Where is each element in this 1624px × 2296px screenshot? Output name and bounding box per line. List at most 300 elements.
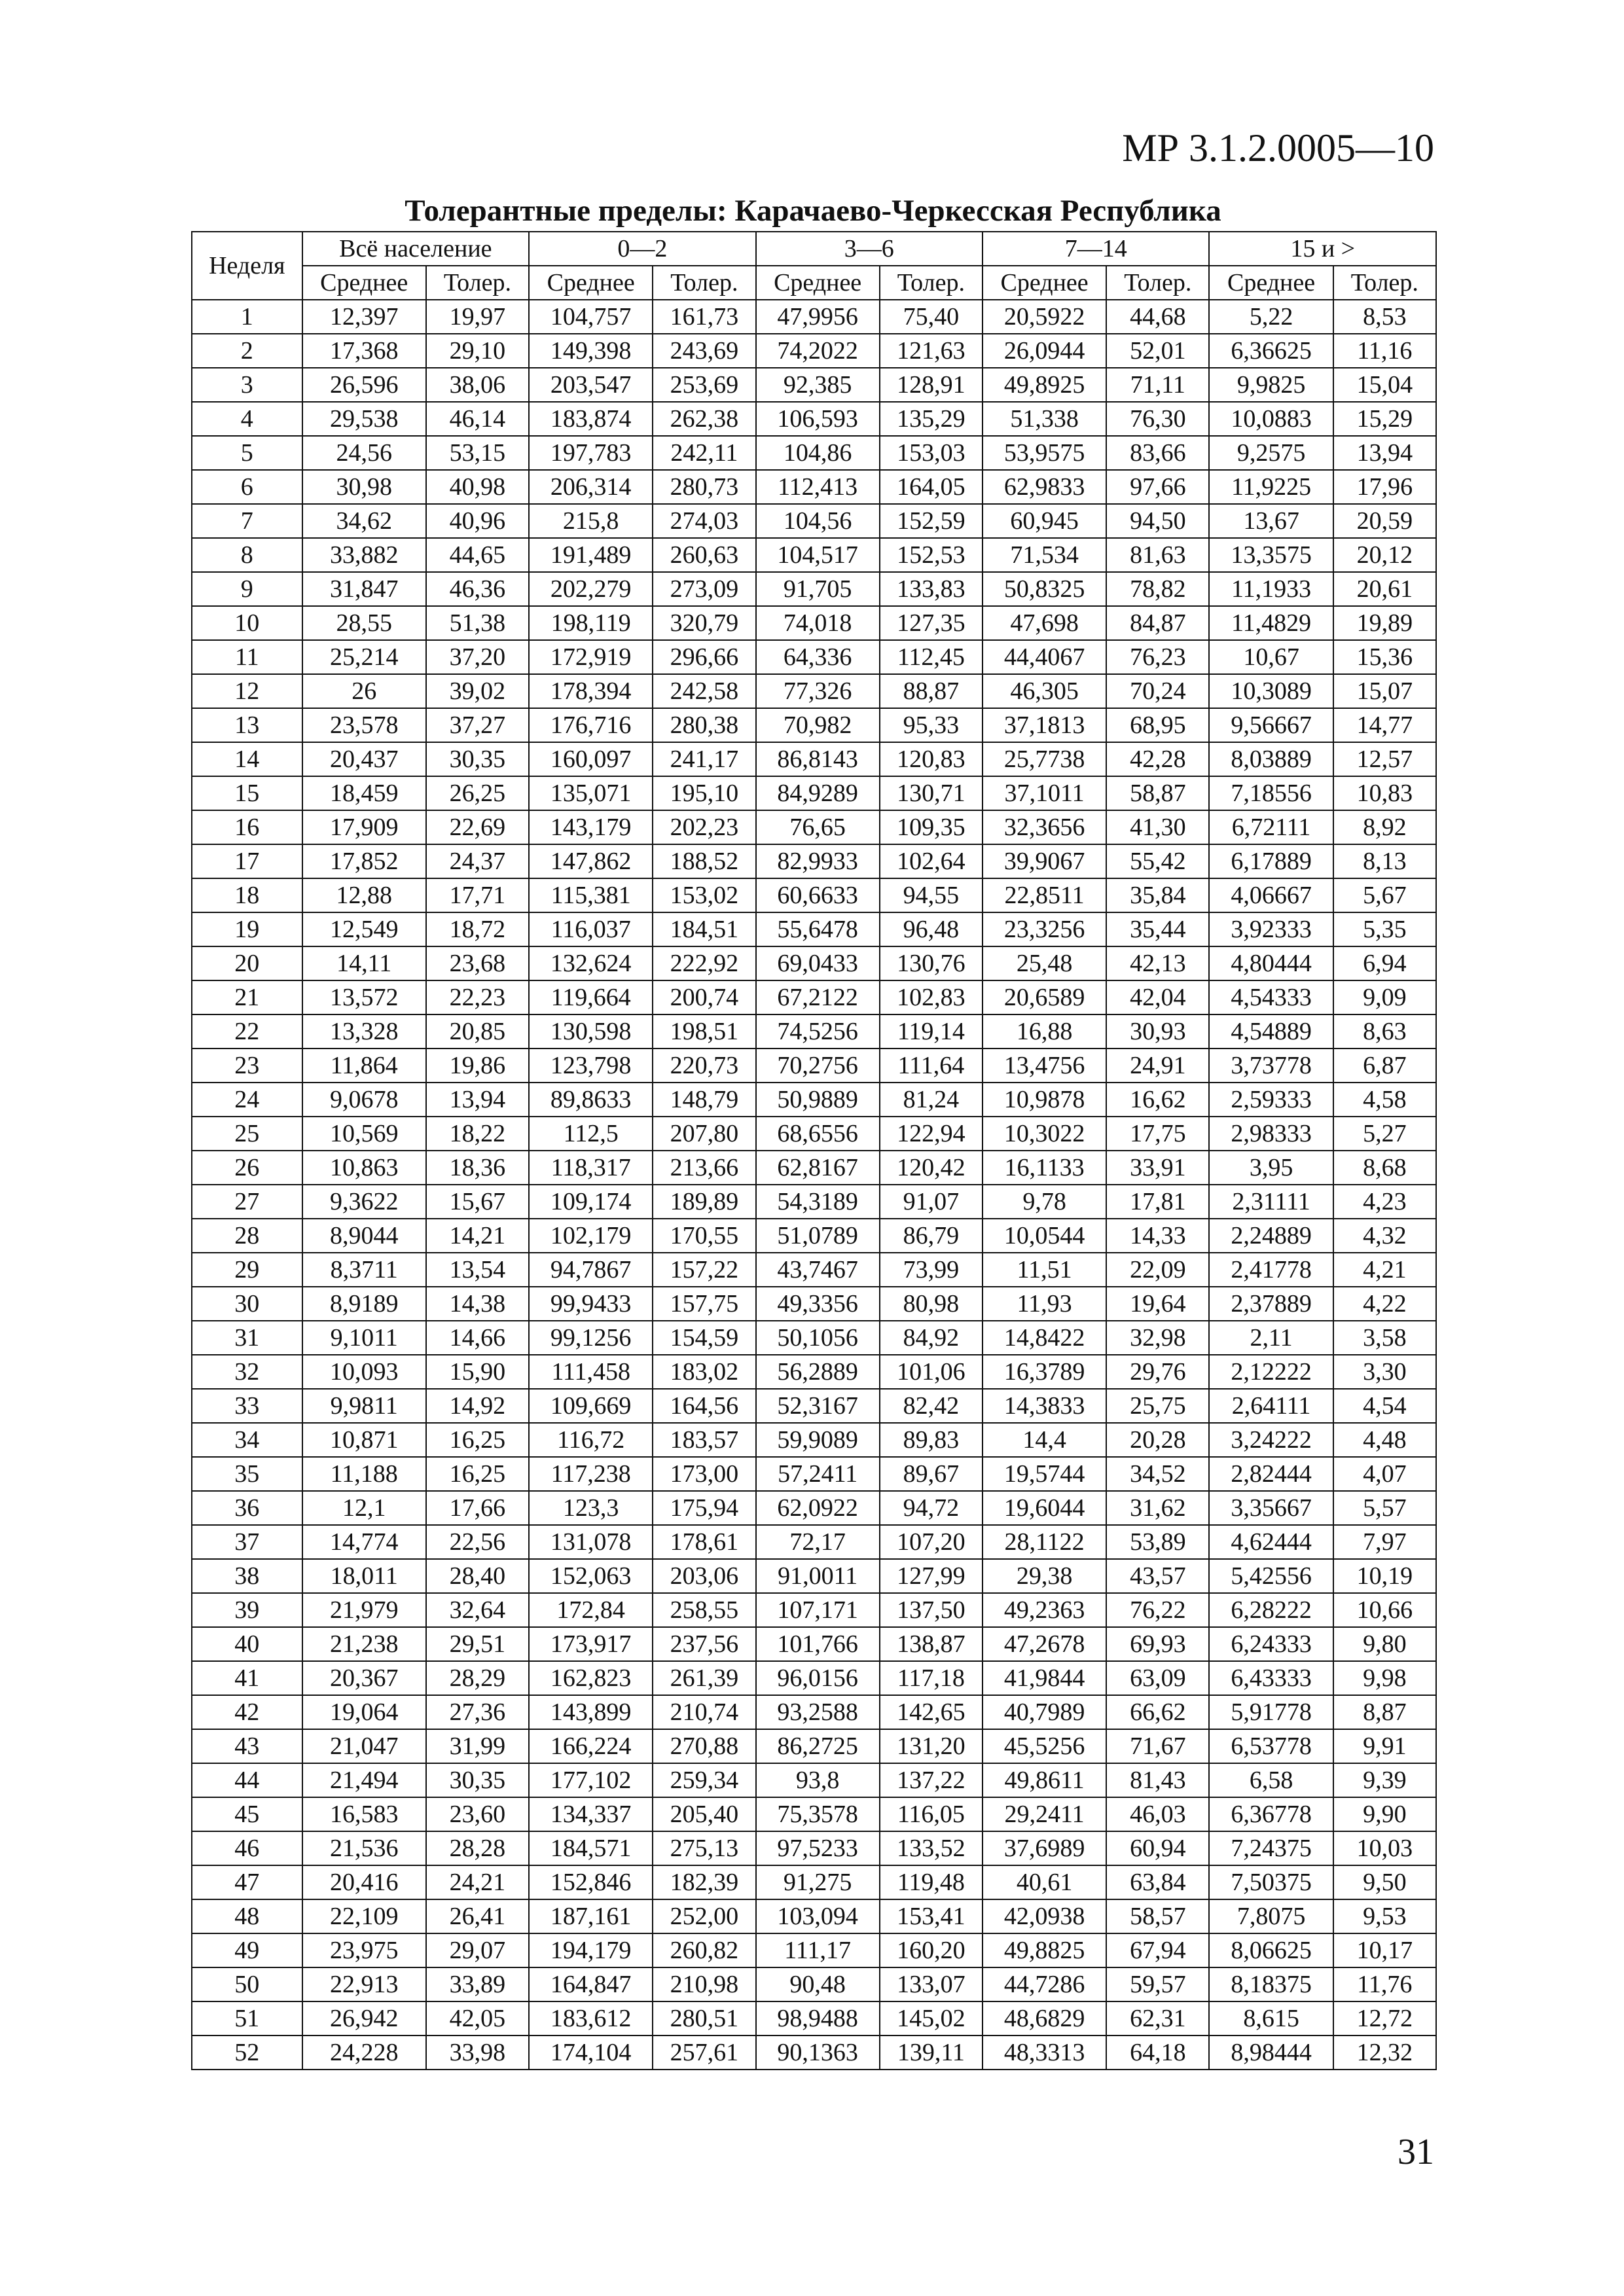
cell-all-mean: 33,882: [302, 538, 426, 572]
cell-age-0-2-mean: 147,862: [529, 844, 653, 878]
cell-age-0-2-mean: 206,314: [529, 470, 653, 504]
sub-header-tolerance: Толер.: [653, 266, 755, 300]
cell-age-0-2-tolerance: 164,56: [653, 1389, 755, 1423]
cell-age-0-2-tolerance: 220,73: [653, 1049, 755, 1083]
cell-week: 46: [192, 1831, 302, 1865]
cell-age-0-2-tolerance: 210,74: [653, 1695, 755, 1729]
sub-header-mean: Среднее: [983, 266, 1106, 300]
cell-age-3-6-mean: 62,8167: [756, 1151, 880, 1185]
cell-age-7-14-mean: 32,3656: [983, 810, 1106, 844]
cell-age-3-6-mean: 74,018: [756, 606, 880, 640]
cell-week: 26: [192, 1151, 302, 1185]
cell-age-3-6-tolerance: 88,87: [880, 674, 983, 708]
cell-week: 42: [192, 1695, 302, 1729]
sub-header-mean: Среднее: [529, 266, 653, 300]
cell-age-3-6-mean: 112,413: [756, 470, 880, 504]
table-row: [192, 572, 1436, 606]
cell-age-7-14-tolerance: 97,66: [1106, 470, 1209, 504]
cell-age-0-2-mean: 202,279: [529, 572, 653, 606]
cell-all-mean: 10,569: [302, 1117, 426, 1151]
cell-age-7-14-tolerance: 24,91: [1106, 1049, 1209, 1083]
cell-all-tolerance: 33,98: [426, 2036, 529, 2070]
cell-age-3-6-tolerance: 137,22: [880, 1763, 983, 1797]
cell-age-7-14-mean: 40,61: [983, 1865, 1106, 1899]
sub-header-tolerance: Толер.: [426, 266, 529, 300]
cell-all-mean: 12,549: [302, 912, 426, 946]
cell-age-7-14-mean: 37,1011: [983, 776, 1106, 810]
cell-age-0-2-tolerance: 175,94: [653, 1491, 755, 1525]
cell-age-15-plus-tolerance: 8,68: [1333, 1151, 1436, 1185]
cell-week: 14: [192, 742, 302, 776]
cell-week: 1: [192, 300, 302, 334]
cell-age-7-14-mean: 22,8511: [983, 878, 1106, 912]
cell-age-7-14-tolerance: 81,63: [1106, 538, 1209, 572]
cell-age-15-plus-mean: 4,06667: [1209, 878, 1333, 912]
cell-all-tolerance: 38,06: [426, 368, 529, 402]
cell-age-3-6-mean: 50,9889: [756, 1083, 880, 1117]
cell-all-tolerance: 14,92: [426, 1389, 529, 1423]
cell-all-mean: 26,942: [302, 2001, 426, 2036]
cell-age-0-2-tolerance: 280,73: [653, 470, 755, 504]
cell-age-15-plus-mean: 8,03889: [1209, 742, 1333, 776]
cell-age-0-2-tolerance: 270,88: [653, 1729, 755, 1763]
cell-age-15-plus-mean: 6,24333: [1209, 1627, 1333, 1661]
cell-age-3-6-mean: 96,0156: [756, 1661, 880, 1695]
cell-all-tolerance: 27,36: [426, 1695, 529, 1729]
cell-age-7-14-mean: 11,93: [983, 1287, 1106, 1321]
cell-age-7-14-tolerance: 29,76: [1106, 1355, 1209, 1389]
cell-age-0-2-tolerance: 260,82: [653, 1933, 755, 1967]
cell-age-15-plus-mean: 3,24222: [1209, 1423, 1333, 1457]
cell-week: 3: [192, 368, 302, 402]
cell-age-3-6-tolerance: 142,65: [880, 1695, 983, 1729]
cell-age-15-plus-mean: 6,43333: [1209, 1661, 1333, 1695]
cell-age-15-plus-mean: 4,62444: [1209, 1525, 1333, 1559]
cell-week: 32: [192, 1355, 302, 1389]
cell-all-mean: 8,9044: [302, 1219, 426, 1253]
table-row: [192, 1491, 1436, 1525]
cell-age-15-plus-tolerance: 19,89: [1333, 606, 1436, 640]
cell-all-tolerance: 24,21: [426, 1865, 529, 1899]
cell-age-7-14-mean: 29,38: [983, 1559, 1106, 1593]
cell-age-15-plus-mean: 4,80444: [1209, 946, 1333, 980]
cell-age-0-2-mean: 166,224: [529, 1729, 653, 1763]
cell-all-tolerance: 37,27: [426, 708, 529, 742]
cell-age-15-plus-mean: 2,82444: [1209, 1457, 1333, 1491]
cell-age-7-14-mean: 20,5922: [983, 300, 1106, 334]
cell-week: 35: [192, 1457, 302, 1491]
cell-age-7-14-mean: 10,0544: [983, 1219, 1106, 1253]
cell-week: 30: [192, 1287, 302, 1321]
cell-age-7-14-tolerance: 19,64: [1106, 1287, 1209, 1321]
cell-age-0-2-mean: 109,669: [529, 1389, 653, 1423]
cell-age-0-2-tolerance: 237,56: [653, 1627, 755, 1661]
cell-age-3-6-tolerance: 133,52: [880, 1831, 983, 1865]
cell-all-mean: 23,975: [302, 1933, 426, 1967]
cell-age-3-6-tolerance: 153,03: [880, 436, 983, 470]
cell-week: 44: [192, 1763, 302, 1797]
cell-age-15-plus-mean: 3,73778: [1209, 1049, 1333, 1083]
cell-age-15-plus-mean: 3,92333: [1209, 912, 1333, 946]
cell-age-15-plus-mean: 6,28222: [1209, 1593, 1333, 1627]
cell-age-3-6-mean: 106,593: [756, 402, 880, 436]
cell-age-0-2-mean: 197,783: [529, 436, 653, 470]
cell-week: 43: [192, 1729, 302, 1763]
cell-all-tolerance: 44,65: [426, 538, 529, 572]
sub-header-mean: Среднее: [756, 266, 880, 300]
cell-age-7-14-mean: 46,305: [983, 674, 1106, 708]
cell-age-7-14-tolerance: 17,81: [1106, 1185, 1209, 1219]
cell-week: 33: [192, 1389, 302, 1423]
cell-age-0-2-tolerance: 189,89: [653, 1185, 755, 1219]
sub-header-tolerance: Толер.: [1106, 266, 1209, 300]
cell-all-tolerance: 20,85: [426, 1014, 529, 1049]
group-header-all: Всё население: [302, 232, 529, 266]
cell-all-mean: 9,1011: [302, 1321, 426, 1355]
cell-age-7-14-mean: 49,8925: [983, 368, 1106, 402]
cell-age-3-6-tolerance: 138,87: [880, 1627, 983, 1661]
cell-age-3-6-mean: 77,326: [756, 674, 880, 708]
cell-week: 8: [192, 538, 302, 572]
cell-age-3-6-mean: 82,9933: [756, 844, 880, 878]
cell-age-3-6-mean: 47,9956: [756, 300, 880, 334]
cell-age-7-14-tolerance: 32,98: [1106, 1321, 1209, 1355]
cell-age-0-2-tolerance: 198,51: [653, 1014, 755, 1049]
cell-week: 15: [192, 776, 302, 810]
cell-age-0-2-tolerance: 213,66: [653, 1151, 755, 1185]
cell-age-0-2-tolerance: 242,11: [653, 436, 755, 470]
cell-all-mean: 17,852: [302, 844, 426, 878]
table-row: [192, 300, 1436, 334]
cell-age-0-2-tolerance: 195,10: [653, 776, 755, 810]
cell-all-tolerance: 51,38: [426, 606, 529, 640]
cell-age-7-14-tolerance: 35,84: [1106, 878, 1209, 912]
cell-all-tolerance: 32,64: [426, 1593, 529, 1627]
cell-age-7-14-tolerance: 42,04: [1106, 980, 1209, 1014]
cell-age-15-plus-tolerance: 9,90: [1333, 1797, 1436, 1831]
cell-week: 4: [192, 402, 302, 436]
cell-age-7-14-tolerance: 62,31: [1106, 2001, 1209, 2036]
cell-age-0-2-mean: 109,174: [529, 1185, 653, 1219]
table-row: [192, 402, 1436, 436]
cell-all-mean: 21,536: [302, 1831, 426, 1865]
cell-age-3-6-mean: 75,3578: [756, 1797, 880, 1831]
cell-age-3-6-mean: 101,766: [756, 1627, 880, 1661]
cell-age-15-plus-mean: 7,8075: [1209, 1899, 1333, 1933]
cell-all-tolerance: 17,66: [426, 1491, 529, 1525]
cell-age-0-2-mean: 135,071: [529, 776, 653, 810]
cell-age-7-14-mean: 71,534: [983, 538, 1106, 572]
cell-all-tolerance: 39,02: [426, 674, 529, 708]
cell-age-0-2-tolerance: 296,66: [653, 640, 755, 674]
cell-age-7-14-mean: 37,1813: [983, 708, 1106, 742]
cell-age-0-2-mean: 194,179: [529, 1933, 653, 1967]
cell-age-0-2-tolerance: 173,00: [653, 1457, 755, 1491]
cell-age-3-6-tolerance: 111,64: [880, 1049, 983, 1083]
cell-age-15-plus-mean: 11,1933: [1209, 572, 1333, 606]
table-row: [192, 1321, 1436, 1355]
sub-header-row: [192, 266, 1436, 300]
cell-age-15-plus-tolerance: 8,53: [1333, 300, 1436, 334]
table-row: [192, 1797, 1436, 1831]
cell-all-tolerance: 18,36: [426, 1151, 529, 1185]
cell-age-7-14-mean: 49,2363: [983, 1593, 1106, 1627]
cell-week: 20: [192, 946, 302, 980]
cell-all-tolerance: 22,56: [426, 1525, 529, 1559]
cell-all-mean: 26,596: [302, 368, 426, 402]
cell-age-7-14-tolerance: 46,03: [1106, 1797, 1209, 1831]
cell-age-3-6-tolerance: 102,64: [880, 844, 983, 878]
cell-age-0-2-tolerance: 153,02: [653, 878, 755, 912]
cell-age-0-2-tolerance: 252,00: [653, 1899, 755, 1933]
cell-age-15-plus-mean: 8,06625: [1209, 1933, 1333, 1967]
cell-all-mean: 12,1: [302, 1491, 426, 1525]
cell-age-0-2-tolerance: 157,75: [653, 1287, 755, 1321]
cell-age-15-plus-mean: 5,91778: [1209, 1695, 1333, 1729]
cell-age-3-6-tolerance: 127,35: [880, 606, 983, 640]
cell-all-mean: 18,459: [302, 776, 426, 810]
cell-age-3-6-tolerance: 160,20: [880, 1933, 983, 1967]
cell-age-7-14-mean: 26,0944: [983, 334, 1106, 368]
cell-age-3-6-mean: 97,5233: [756, 1831, 880, 1865]
cell-all-tolerance: 14,38: [426, 1287, 529, 1321]
cell-all-tolerance: 33,89: [426, 1967, 529, 2001]
table-row: [192, 1389, 1436, 1423]
cell-week: 50: [192, 1967, 302, 2001]
cell-age-15-plus-tolerance: 10,19: [1333, 1559, 1436, 1593]
cell-all-tolerance: 28,28: [426, 1831, 529, 1865]
cell-age-3-6-tolerance: 112,45: [880, 640, 983, 674]
cell-all-mean: 34,62: [302, 504, 426, 538]
cell-age-7-14-tolerance: 31,62: [1106, 1491, 1209, 1525]
cell-age-15-plus-tolerance: 5,35: [1333, 912, 1436, 946]
cell-age-15-plus-mean: 9,2575: [1209, 436, 1333, 470]
table-row: [192, 1253, 1436, 1287]
cell-age-3-6-tolerance: 73,99: [880, 1253, 983, 1287]
cell-all-tolerance: 28,29: [426, 1661, 529, 1695]
cell-age-7-14-mean: 48,3313: [983, 2036, 1106, 2070]
cell-age-0-2-mean: 111,458: [529, 1355, 653, 1389]
cell-age-3-6-tolerance: 107,20: [880, 1525, 983, 1559]
cell-age-7-14-tolerance: 43,57: [1106, 1559, 1209, 1593]
cell-age-7-14-tolerance: 76,30: [1106, 402, 1209, 436]
cell-age-15-plus-tolerance: 9,91: [1333, 1729, 1436, 1763]
table-row: [192, 1151, 1436, 1185]
cell-age-7-14-tolerance: 55,42: [1106, 844, 1209, 878]
cell-week: 45: [192, 1797, 302, 1831]
cell-age-15-plus-mean: 10,0883: [1209, 402, 1333, 436]
cell-age-15-plus-tolerance: 9,39: [1333, 1763, 1436, 1797]
cell-all-mean: 22,109: [302, 1899, 426, 1933]
cell-week: 16: [192, 810, 302, 844]
cell-age-7-14-tolerance: 53,89: [1106, 1525, 1209, 1559]
cell-all-mean: 29,538: [302, 402, 426, 436]
table-row: [192, 2036, 1436, 2070]
cell-all-mean: 11,864: [302, 1049, 426, 1083]
cell-age-15-plus-tolerance: 20,61: [1333, 572, 1436, 606]
cell-all-mean: 11,188: [302, 1457, 426, 1491]
cell-age-0-2-mean: 112,5: [529, 1117, 653, 1151]
table-row: [192, 1049, 1436, 1083]
cell-age-0-2-mean: 162,823: [529, 1661, 653, 1695]
cell-age-3-6-mean: 111,17: [756, 1933, 880, 1967]
cell-age-0-2-mean: 174,104: [529, 2036, 653, 2070]
cell-age-0-2-tolerance: 273,09: [653, 572, 755, 606]
cell-age-3-6-mean: 55,6478: [756, 912, 880, 946]
cell-age-0-2-tolerance: 242,58: [653, 674, 755, 708]
cell-week: 12: [192, 674, 302, 708]
cell-all-mean: 9,3622: [302, 1185, 426, 1219]
cell-all-tolerance: 13,54: [426, 1253, 529, 1287]
cell-age-3-6-tolerance: 137,50: [880, 1593, 983, 1627]
table-row: [192, 1525, 1436, 1559]
cell-age-7-14-tolerance: 60,94: [1106, 1831, 1209, 1865]
cell-all-mean: 30,98: [302, 470, 426, 504]
cell-age-3-6-tolerance: 130,71: [880, 776, 983, 810]
cell-age-7-14-mean: 29,2411: [983, 1797, 1106, 1831]
cell-age-3-6-tolerance: 80,98: [880, 1287, 983, 1321]
cell-age-3-6-mean: 104,517: [756, 538, 880, 572]
cell-age-7-14-mean: 37,6989: [983, 1831, 1106, 1865]
cell-age-15-plus-tolerance: 12,32: [1333, 2036, 1436, 2070]
cell-all-tolerance: 22,69: [426, 810, 529, 844]
cell-age-15-plus-mean: 2,31111: [1209, 1185, 1333, 1219]
cell-age-15-plus-tolerance: 11,76: [1333, 1967, 1436, 2001]
cell-age-0-2-mean: 118,317: [529, 1151, 653, 1185]
cell-age-3-6-tolerance: 102,83: [880, 980, 983, 1014]
cell-all-tolerance: 17,71: [426, 878, 529, 912]
cell-week: 11: [192, 640, 302, 674]
cell-all-tolerance: 46,36: [426, 572, 529, 606]
cell-age-0-2-mean: 115,381: [529, 878, 653, 912]
cell-age-7-14-tolerance: 64,18: [1106, 2036, 1209, 2070]
cell-all-mean: 20,367: [302, 1661, 426, 1695]
cell-age-3-6-tolerance: 133,07: [880, 1967, 983, 2001]
cell-all-mean: 13,572: [302, 980, 426, 1014]
cell-age-7-14-tolerance: 81,43: [1106, 1763, 1209, 1797]
cell-age-7-14-tolerance: 78,82: [1106, 572, 1209, 606]
cell-week: 17: [192, 844, 302, 878]
cell-age-7-14-mean: 25,48: [983, 946, 1106, 980]
cell-all-mean: 8,9189: [302, 1287, 426, 1321]
cell-all-mean: 22,913: [302, 1967, 426, 2001]
cell-age-7-14-tolerance: 33,91: [1106, 1151, 1209, 1185]
cell-age-0-2-tolerance: 202,23: [653, 810, 755, 844]
cell-all-tolerance: 14,66: [426, 1321, 529, 1355]
cell-week: 18: [192, 878, 302, 912]
table-row: [192, 2001, 1436, 2036]
cell-age-7-14-mean: 44,4067: [983, 640, 1106, 674]
cell-age-15-plus-tolerance: 20,12: [1333, 538, 1436, 572]
document-code: МР 3.1.2.0005—10: [1122, 126, 1434, 170]
cell-age-7-14-mean: 10,9878: [983, 1083, 1106, 1117]
cell-age-3-6-mean: 74,2022: [756, 334, 880, 368]
cell-age-0-2-mean: 130,598: [529, 1014, 653, 1049]
table-row: [192, 1287, 1436, 1321]
cell-age-7-14-tolerance: 94,50: [1106, 504, 1209, 538]
cell-age-7-14-tolerance: 22,09: [1106, 1253, 1209, 1287]
cell-week: 52: [192, 2036, 302, 2070]
cell-age-7-14-tolerance: 34,52: [1106, 1457, 1209, 1491]
cell-age-15-plus-mean: 2,37889: [1209, 1287, 1333, 1321]
cell-all-mean: 20,416: [302, 1865, 426, 1899]
cell-age-7-14-tolerance: 71,11: [1106, 368, 1209, 402]
cell-all-tolerance: 13,94: [426, 1083, 529, 1117]
table-row: [192, 606, 1436, 640]
cell-age-7-14-mean: 16,3789: [983, 1355, 1106, 1389]
cell-age-3-6-tolerance: 96,48: [880, 912, 983, 946]
cell-week: 49: [192, 1933, 302, 1967]
cell-week: 40: [192, 1627, 302, 1661]
cell-age-7-14-tolerance: 84,87: [1106, 606, 1209, 640]
cell-all-tolerance: 24,37: [426, 844, 529, 878]
cell-age-7-14-mean: 19,5744: [983, 1457, 1106, 1491]
cell-age-0-2-mean: 149,398: [529, 334, 653, 368]
group-header-7-14: 7—14: [983, 232, 1209, 266]
cell-age-3-6-mean: 92,385: [756, 368, 880, 402]
cell-age-15-plus-tolerance: 5,27: [1333, 1117, 1436, 1151]
cell-age-15-plus-mean: 2,98333: [1209, 1117, 1333, 1151]
cell-age-0-2-tolerance: 262,38: [653, 402, 755, 436]
cell-age-7-14-tolerance: 44,68: [1106, 300, 1209, 334]
cell-all-mean: 12,397: [302, 300, 426, 334]
cell-age-0-2-mean: 191,489: [529, 538, 653, 572]
cell-age-15-plus-tolerance: 6,87: [1333, 1049, 1436, 1083]
cell-age-3-6-mean: 104,56: [756, 504, 880, 538]
cell-age-3-6-mean: 69,0433: [756, 946, 880, 980]
cell-age-3-6-mean: 50,1056: [756, 1321, 880, 1355]
cell-age-3-6-tolerance: 116,05: [880, 1797, 983, 1831]
cell-all-tolerance: 29,10: [426, 334, 529, 368]
page-title: Толерантные пределы: Карачаево-Черкесская Республика: [405, 194, 1221, 228]
table-row: [192, 1763, 1436, 1797]
cell-age-15-plus-tolerance: 3,30: [1333, 1355, 1436, 1389]
cell-week: 29: [192, 1253, 302, 1287]
cell-all-tolerance: 30,35: [426, 742, 529, 776]
cell-age-0-2-mean: 99,1256: [529, 1321, 653, 1355]
table-row: [192, 1457, 1436, 1491]
table-row: [192, 674, 1436, 708]
table-row: [192, 1355, 1436, 1389]
cell-age-3-6-tolerance: 81,24: [880, 1083, 983, 1117]
cell-all-mean: 31,847: [302, 572, 426, 606]
cell-age-7-14-mean: 25,7738: [983, 742, 1106, 776]
table-row: [192, 640, 1436, 674]
cell-age-7-14-mean: 42,0938: [983, 1899, 1106, 1933]
cell-age-7-14-mean: 14,4: [983, 1423, 1106, 1457]
cell-age-3-6-mean: 51,0789: [756, 1219, 880, 1253]
cell-week: 37: [192, 1525, 302, 1559]
table-row: [192, 708, 1436, 742]
cell-age-0-2-tolerance: 274,03: [653, 504, 755, 538]
cell-week: 41: [192, 1661, 302, 1695]
cell-age-15-plus-mean: 6,58: [1209, 1763, 1333, 1797]
cell-week: 6: [192, 470, 302, 504]
cell-age-3-6-tolerance: 130,76: [880, 946, 983, 980]
cell-age-15-plus-mean: 9,56667: [1209, 708, 1333, 742]
cell-all-tolerance: 14,21: [426, 1219, 529, 1253]
cell-age-15-plus-tolerance: 8,13: [1333, 844, 1436, 878]
cell-age-15-plus-mean: 2,59333: [1209, 1083, 1333, 1117]
cell-age-0-2-mean: 102,179: [529, 1219, 653, 1253]
table-row: [192, 742, 1436, 776]
cell-age-0-2-mean: 123,3: [529, 1491, 653, 1525]
cell-age-15-plus-mean: 5,22: [1209, 300, 1333, 334]
group-header-3-6: 3—6: [756, 232, 983, 266]
cell-age-0-2-mean: 172,919: [529, 640, 653, 674]
cell-age-7-14-tolerance: 76,23: [1106, 640, 1209, 674]
cell-age-15-plus-mean: 10,67: [1209, 640, 1333, 674]
